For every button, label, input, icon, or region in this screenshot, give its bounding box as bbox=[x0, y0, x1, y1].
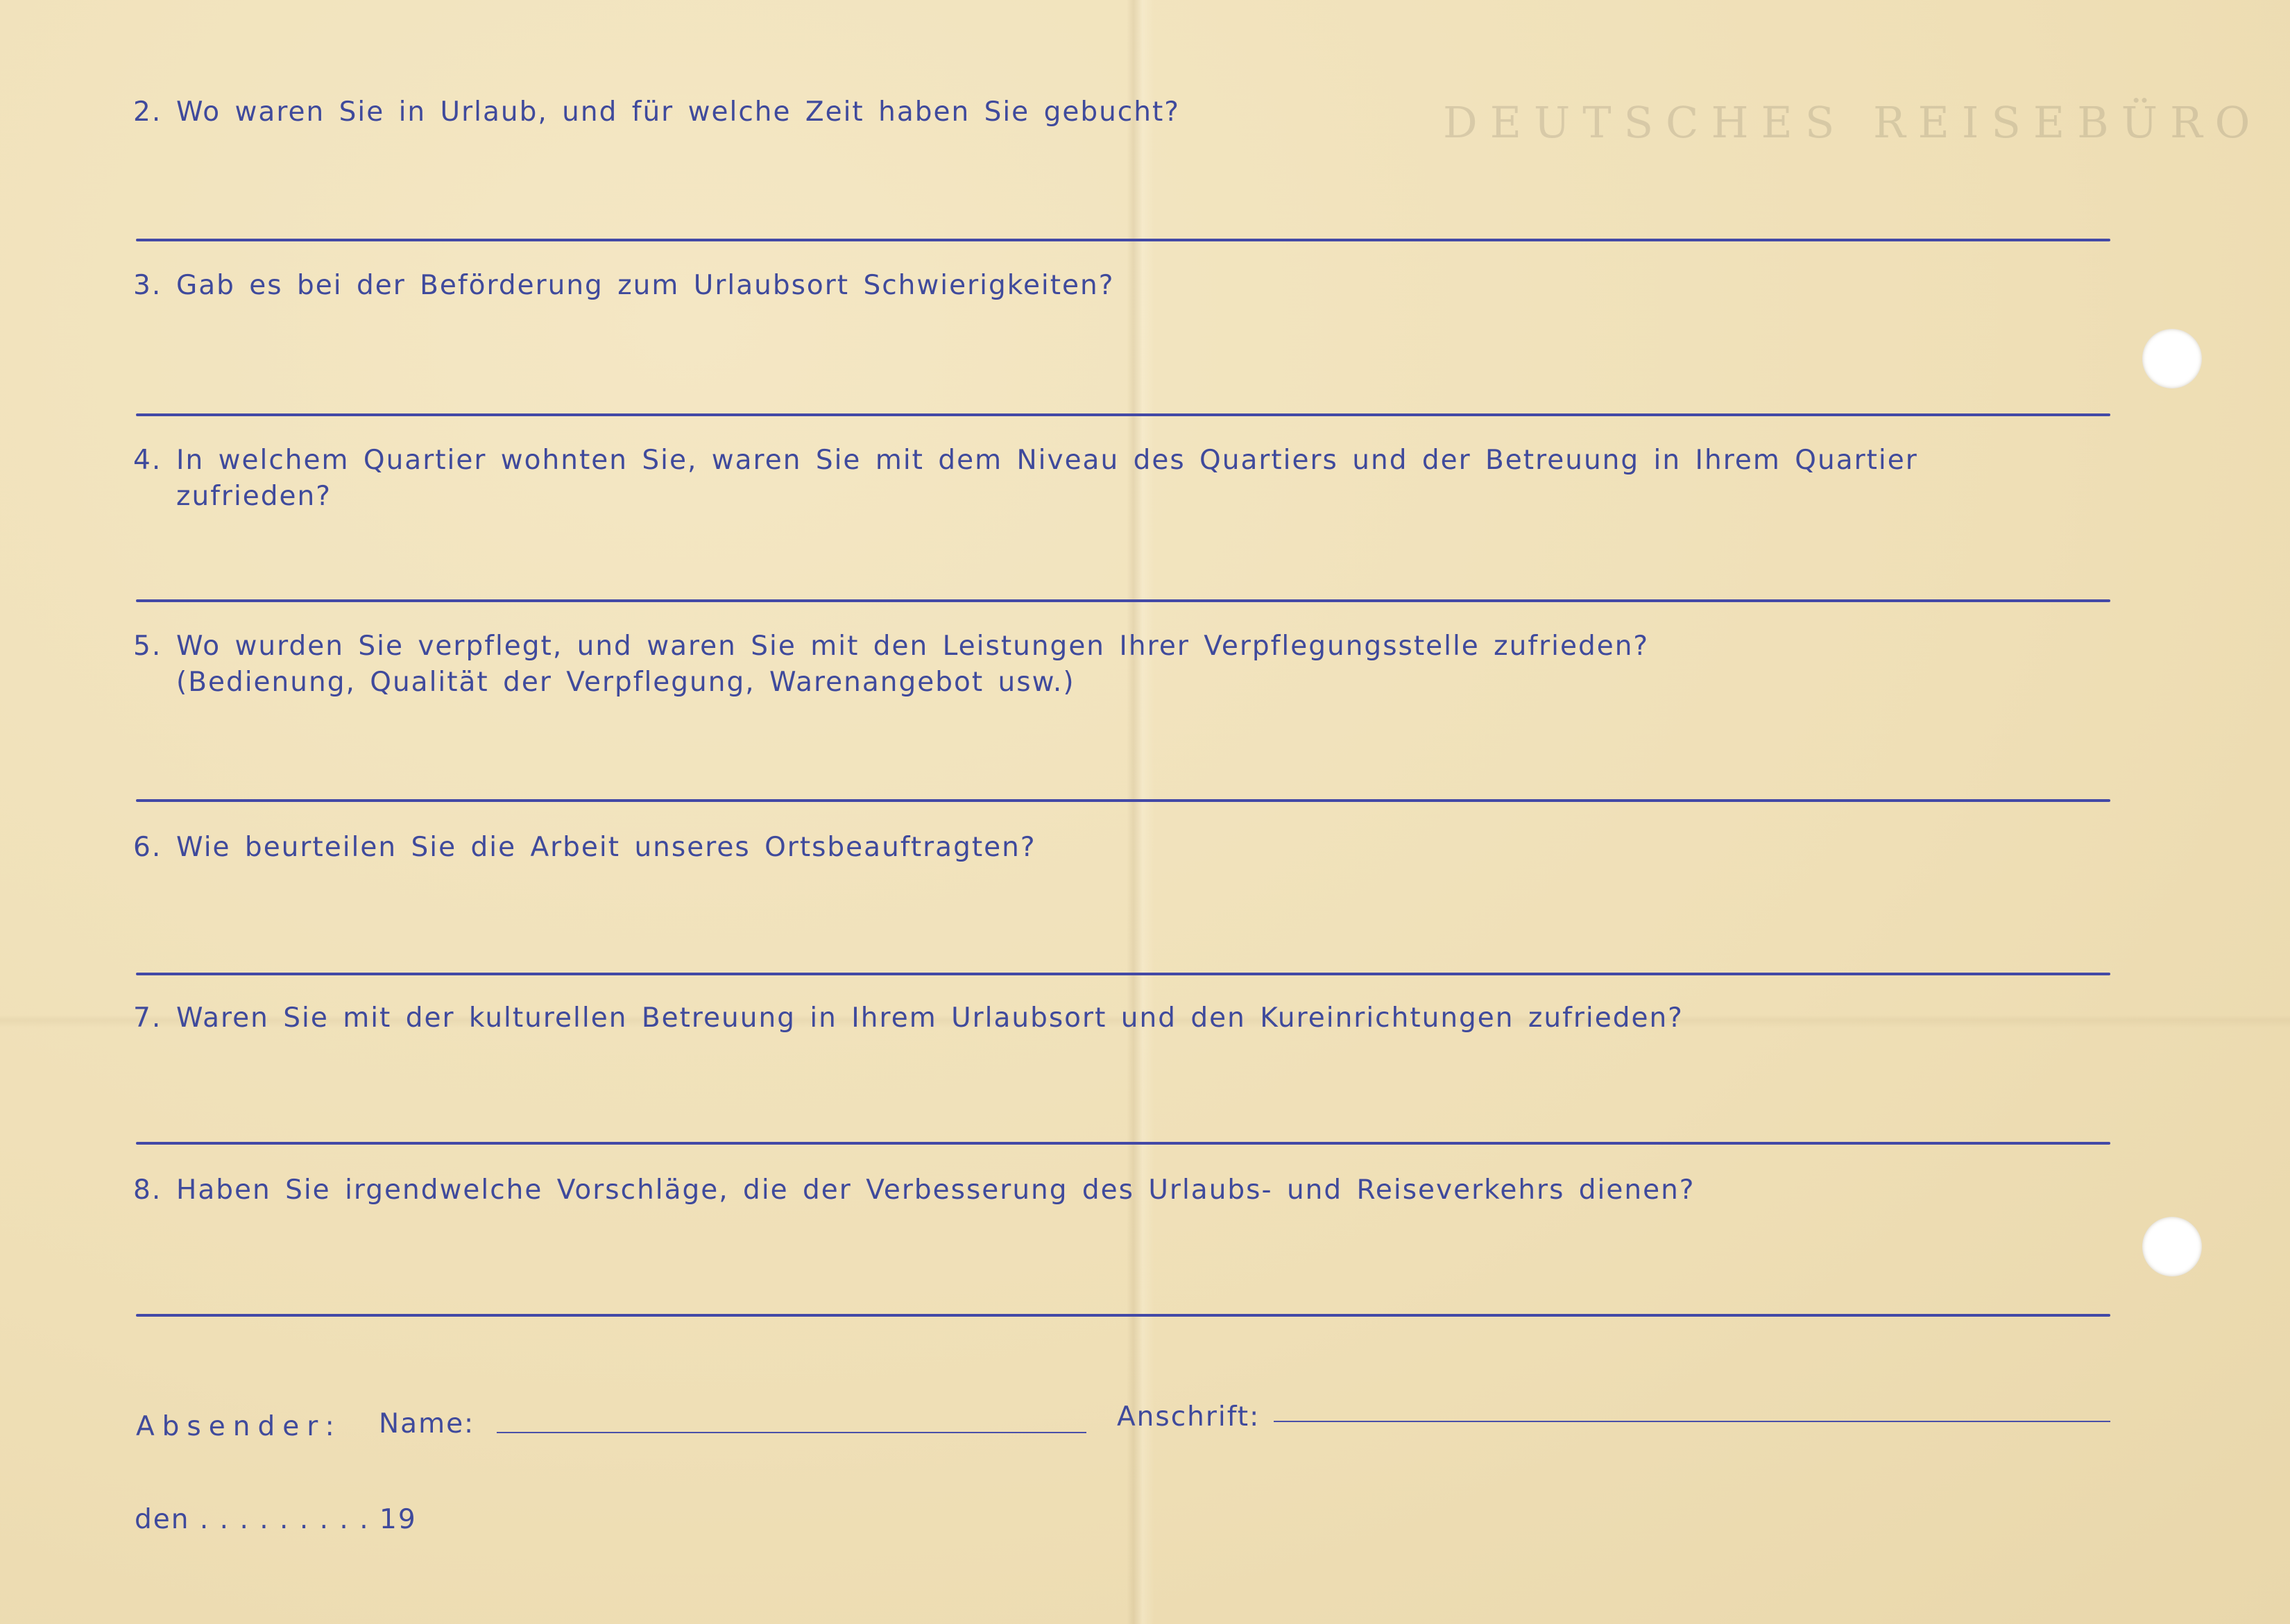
answer-line-6[interactable] bbox=[136, 973, 2110, 975]
answer-line-4[interactable] bbox=[136, 599, 2110, 602]
question-text: Wie beurteilen Sie die Arbeit unseres Ortsbeauftragten? bbox=[176, 832, 1036, 863]
show-through-text: DEUTSCHES REISEBÜRO bbox=[1443, 97, 2263, 148]
question-text: Wo wurden Sie verpflegt, und waren Sie mit den Leistungen Ihrer Verpflegungsstelle zufrieden? bbox=[176, 631, 1650, 662]
question-number: 3. bbox=[133, 270, 162, 301]
question-number: 8. bbox=[133, 1174, 162, 1206]
answer-line-3[interactable] bbox=[136, 413, 2110, 416]
question-7 bbox=[133, 1000, 1684, 1036]
question-text: Waren Sie mit der kulturellen Betreuung in Ihrem Urlaubsort und den Kureinrichtungen zufrieden? bbox=[176, 1002, 1684, 1034]
answer-line-8[interactable] bbox=[136, 1314, 2110, 1317]
address-line[interactable] bbox=[1274, 1421, 2110, 1422]
question-2 bbox=[133, 94, 1180, 130]
date-line: den . . . . . . . . . 19 bbox=[135, 1504, 417, 1535]
punch-hole-top bbox=[2142, 329, 2202, 388]
question-text: In welchem Quartier wohnten Sie, waren Sie mit dem Niveau des Quartiers und der Betreuung in Ihrem Quartier bbox=[176, 445, 1918, 476]
question-text: Haben Sie irgendwelche Vorschläge, die der Verbesserung des Urlaubs- und Reiseverkehrs dienen? bbox=[176, 1174, 1695, 1206]
question-5 bbox=[133, 629, 1649, 701]
question-6 bbox=[133, 830, 1036, 866]
name-line[interactable] bbox=[497, 1432, 1086, 1433]
question-text: Wo waren Sie in Urlaub, und für welche Zeit haben Sie gebucht? bbox=[176, 96, 1180, 128]
name-label: Name: bbox=[379, 1408, 475, 1439]
question-number: 6. bbox=[133, 832, 162, 863]
sender-label: Absender: bbox=[136, 1411, 342, 1442]
answer-line-2[interactable] bbox=[136, 239, 2110, 241]
question-number: 4. bbox=[133, 445, 162, 476]
punch-hole-bottom bbox=[2142, 1217, 2202, 1276]
question-text: Gab es bei der Beförderung zum Urlaubsort Schwierigkeiten? bbox=[176, 270, 1115, 301]
answer-line-5[interactable] bbox=[136, 799, 2110, 802]
question-number: 2. bbox=[133, 96, 162, 128]
question-4 bbox=[133, 443, 1918, 515]
question-text-continued: (Bedienung, Qualität der Verpflegung, Warenangebot usw.) bbox=[176, 667, 1075, 698]
question-number: 5. bbox=[133, 631, 162, 662]
question-number: 7. bbox=[133, 1002, 162, 1034]
answer-line-7[interactable] bbox=[136, 1142, 2110, 1145]
question-8 bbox=[133, 1172, 1695, 1208]
question-3 bbox=[133, 268, 1114, 304]
address-label: Anschrift: bbox=[1117, 1401, 1261, 1433]
question-text-continued: zufrieden? bbox=[176, 481, 332, 512]
